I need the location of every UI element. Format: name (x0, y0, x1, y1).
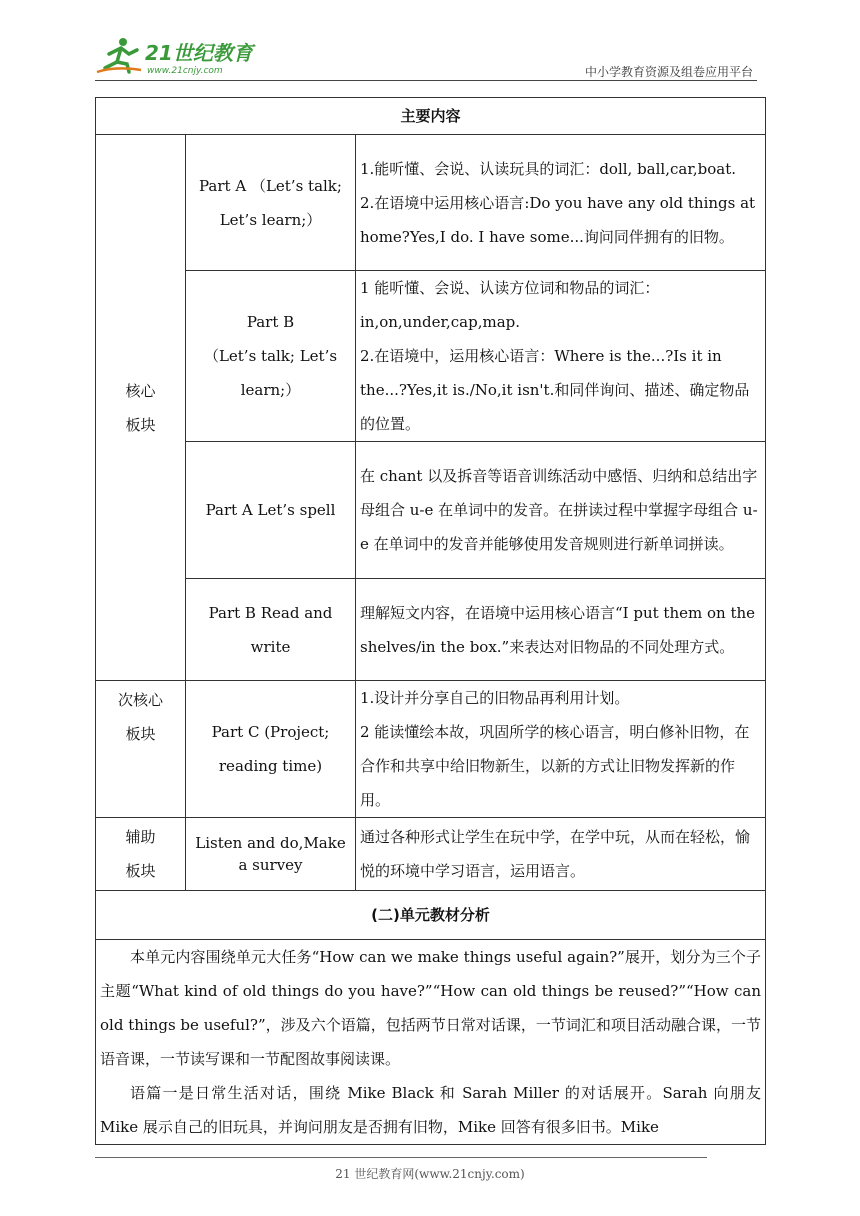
main-content-header: 主要内容 (96, 98, 766, 135)
part-description: 通过各种形式让学生在玩中学，在学中玩，从而在轻松，愉悦的环境中学习语言，运用语言。 (356, 818, 766, 891)
part-label: Listen and do,Make a survey (186, 818, 356, 891)
part-label: Part A Let’s spell (186, 442, 356, 579)
analysis-paragraph: 本单元内容围绕单元大任务“How can we make things useful again?”展开，划分为三个子主题“What kind of old things do you have?”“How can old things be reused?”“How can old things be useful?”，涉及六个语篇，包括两节日常对话课，一节词汇和项目活动融合课，一节语音课，一节读写课和一节配图故事阅读课。 (100, 948, 762, 1068)
part-description: 1.设计并分享自己的旧物品再利用计划。 2 能读懂绘本故，巩固所学的核心语言，明白修补旧物，在合作和共享中给旧物新生，以新的方式让旧物发挥新的作用。 (356, 681, 766, 818)
analysis-body (96, 940, 766, 1145)
page-header (95, 30, 757, 78)
header-divider (95, 80, 757, 81)
footer-divider (95, 1157, 707, 1158)
part-label: Part B Read and write (186, 579, 356, 681)
part-description: 在 chant 以及拆音等语音训练活动中感悟、归纳和总结出字母组合 u-e 在单词中的发音。在拼读过程中掌握字母组合 u-e 在单词中的发音并能够使用发音规则进行新单词拼读。 (356, 442, 766, 579)
part-label: Part A （Let’s talk; Let’s learn;） (186, 135, 356, 271)
analysis-paragraph: 语篇一是日常生活对话，围绕 Mike Black 和 Sarah Miller 的对话展开。Sarah 向朋友 Mike 展示自己的旧玩具，并询问朋友是否拥有旧物，Mike 回答有很多旧书。Mike (100, 1084, 762, 1136)
part-description: 1.能听懂、会说、认读玩具的词汇：doll, ball,car,boat. 2.在语境中运用核心语言:Do you have any old things at home?Yes,I do. I have some...询问同伴拥有的旧物。 (356, 135, 766, 271)
footer-text: 21 世纪教育网(www.21cnjy.com) (335, 1167, 525, 1181)
platform-name: 中小学教育资源及组卷应用平台 (584, 65, 753, 79)
logo-icon (95, 36, 265, 76)
svg-text:www.21cnjy.com: www.21cnjy.com (147, 66, 223, 76)
part-label: Part B （Let’s talk; Let’s learn;） (186, 271, 356, 442)
secondary-section-label: 次核心 板块 (96, 681, 186, 818)
part-description: 理解短文内容，在语境中运用核心语言“I put them on the shelves/in the box.”来表达对旧物品的不同处理方式。 (356, 579, 766, 681)
auxiliary-section-label: 辅助 板块 (96, 818, 186, 891)
section-title: (二)单元教材分析 (96, 891, 766, 940)
content-table (95, 97, 766, 1145)
svg-text:21世纪教育: 21世纪教育 (145, 41, 253, 65)
part-label: Part C (Project; reading time) (186, 681, 356, 818)
core-section-label: 核心 板块 (96, 135, 186, 681)
part-description: 1 能听懂、会说、认读方位词和物品的词汇：in,on,under,cap,map. 2.在语境中，运用核心语言：Where is the...?Is it in the...?Yes,it is./No,it isn't.和同伴询问、描述、确定物品的位置。 (356, 271, 766, 442)
